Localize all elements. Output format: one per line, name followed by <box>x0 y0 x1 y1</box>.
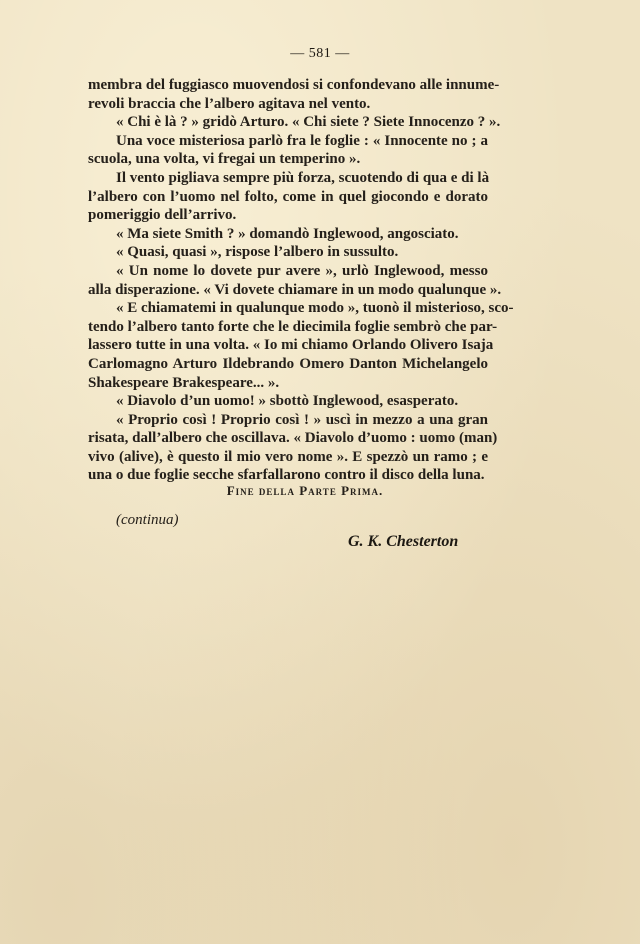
text-line: alla disperazione. « Vi dovete chiamare in un modo qualunque ». <box>88 281 502 298</box>
text-line: membra del fuggiasco muovendosi si confondevano alle innume- <box>88 77 500 93</box>
text-line: Il vento pigliava sempre più forza, scuotendo di qua e di là <box>116 169 490 186</box>
text-line: lassero tutte in una volta. « Io mi chiamo Orlando Olivero Isaja <box>88 337 494 354</box>
text-line: « Quasi, quasi », rispose l’albero in sussulto. <box>116 244 399 261</box>
page-number: — 581 — <box>290 46 350 61</box>
text-line: Una voce misteriosa parlò fra le foglie : « Innocente no ; a <box>116 132 488 149</box>
text-line: « Ma siete Smith ? » domandò Inglewood, angosciato. <box>116 225 459 242</box>
body-text <box>88 76 514 485</box>
part-end-title: Fine della Parte Prima. <box>226 483 384 498</box>
text-line: una o due foglie secche sfarfallarono contro il disco della luna. <box>88 467 485 484</box>
text-line: revoli braccia che l’albero agitava nel vento. <box>88 95 371 112</box>
text-line: « Chi è là ? » gridò Arturo. « Chi siete ? Siete Innocenzo ? ». <box>116 114 501 131</box>
text-line: « Diavolo d’un uomo! » sbottò Inglewood, esasperato. <box>116 393 459 410</box>
text-line: pomeriggio dell’arrivo. <box>88 207 237 224</box>
text-line: « Proprio così ! Proprio così ! » uscì in mezzo a una gran <box>116 411 488 428</box>
text-line: Shakespeare Brakespeare... ». <box>88 374 280 391</box>
author-signature: G. K. Chesterton <box>348 533 459 550</box>
text-line: Carlomagno Arturo Ildebrando Omero Danton Michelangelo <box>88 355 488 372</box>
text-line: tendo l’albero tanto forte che le diecimila foglie sembrò che par- <box>88 318 498 335</box>
text-line: risata, dall’albero che oscillava. « Diavolo d’uomo : uomo (man) <box>88 430 498 447</box>
text-line: vivo (alive), è questo il mio vero nome ». E spezzò un ramo ; e <box>88 448 488 465</box>
text-line: l’albero con l’uomo nel folto, come in quel giocondo e dorato <box>88 188 488 205</box>
continuation-note: (continua) <box>116 512 179 528</box>
text-line: « E chiamatemi in qualunque modo », tuonò il misterioso, sco- <box>116 300 514 317</box>
text-line: « Un nome lo dovete pur avere », urlò Inglewood, messo <box>116 262 488 279</box>
text-line: scuola, una volta, vi fregai un temperino ». <box>88 151 361 168</box>
